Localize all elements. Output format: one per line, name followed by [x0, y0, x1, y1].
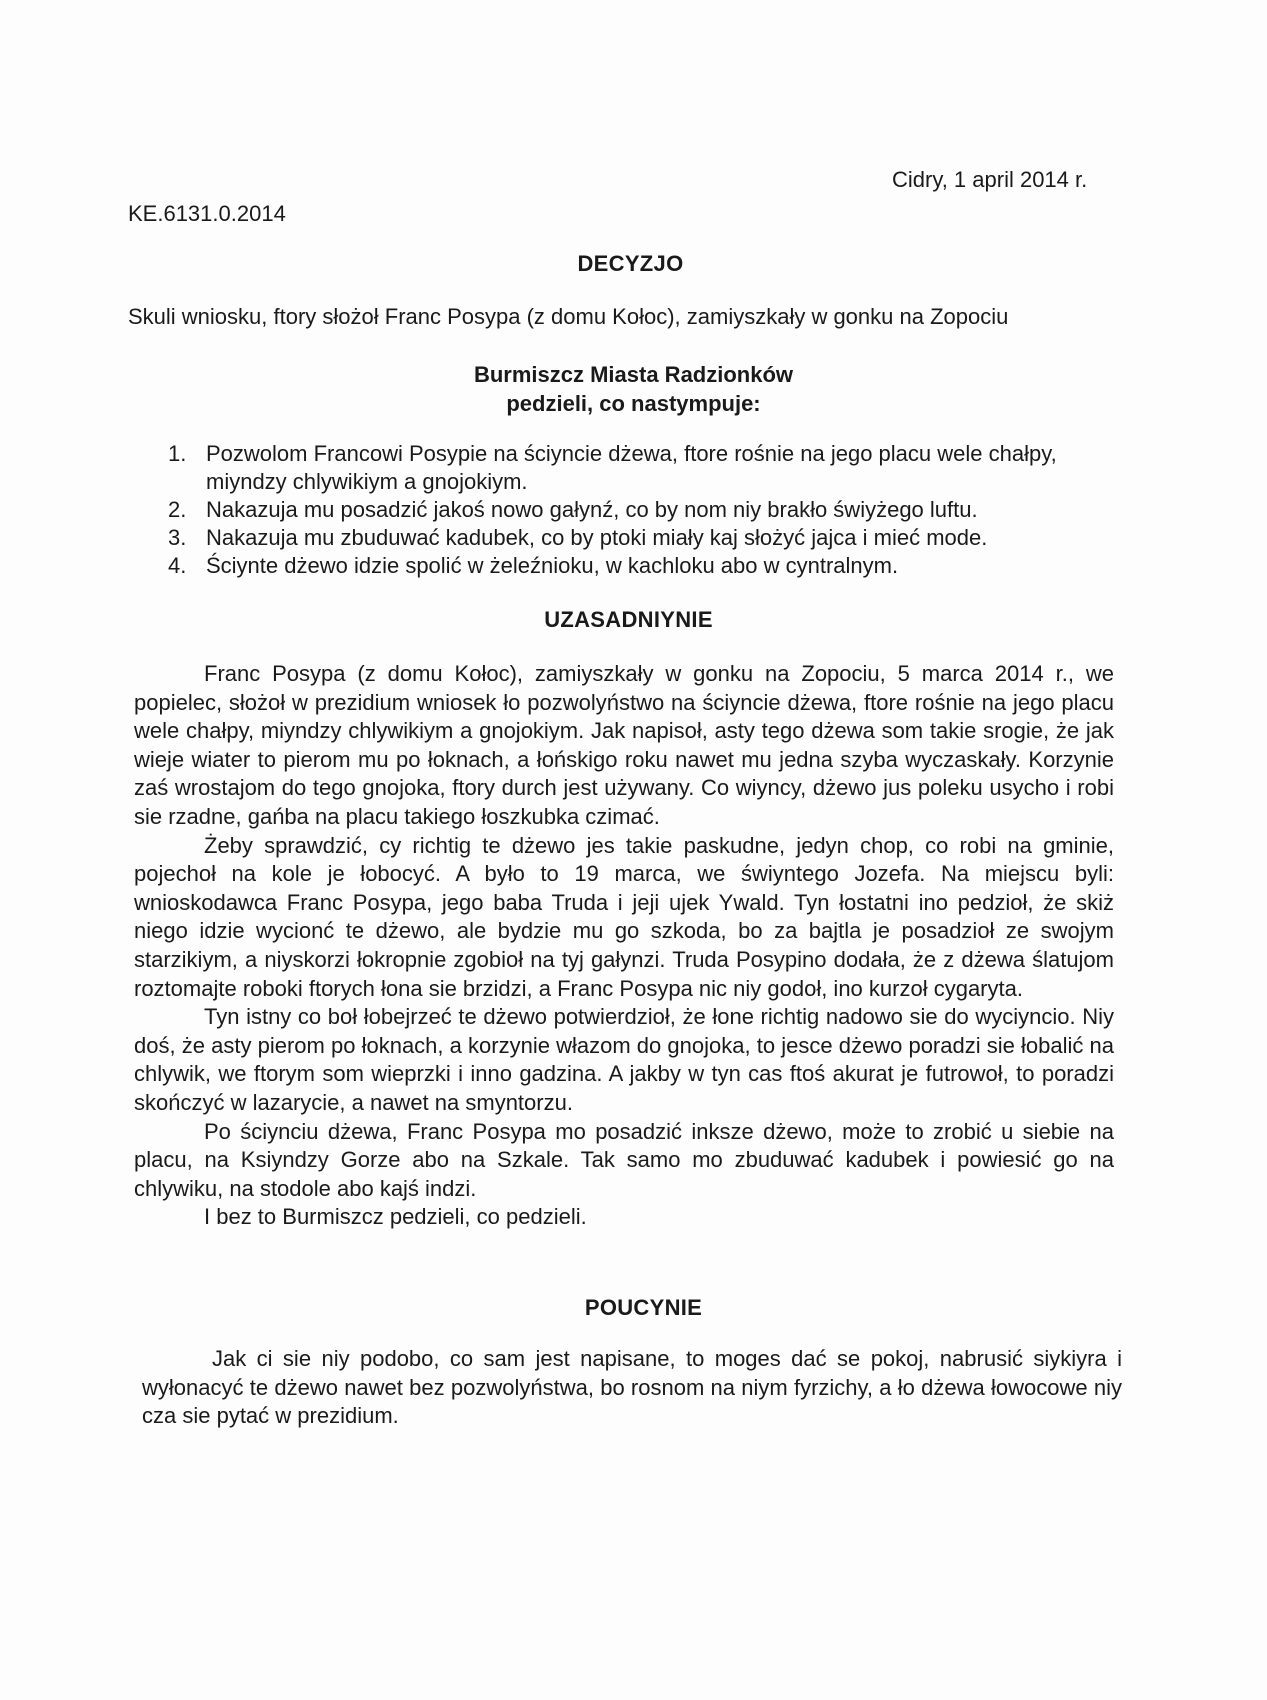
justification-title: UZASADNIYNIE: [544, 607, 713, 632]
list-item-number: 4.: [168, 553, 187, 578]
justification-paragraph: Tyn istny co boł łobejrzeć te dżewo potwierdzioł, że łone richtig nadowo sie do wyciyncio. Niy doś, że asty pierom po łoknach, a korzynie włazom do gnojoka, to jesce dżewo poradzi sie łobalić na chlywik, we ftorym som wieprzki i inno gadzina. A jakby w tyn cas ftoś akurat je futrowoł, to poradzi skończyć w lazarycie, a nawet na smyntorzu.: [134, 1004, 1114, 1115]
list-item: [168, 440, 1108, 496]
list-item-text: Nakazuja mu posadzić jakoś nowo gałynź, co by nom niy brakło świyżego luftu.: [206, 497, 978, 522]
list-item-text: Nakazuja mu zbuduwać kadubek, co by ptoki miały kaj słożyć jajca i mieć mode.: [206, 525, 988, 550]
justification-paragraph: Po ściynciu dżewa, Franc Posypa mo posadzić inksze dżewo, może to zrobić u siebie na placu, na Ksiyndzy Gorze abo na Szkale. Tak samo mo zbuduwać kadubek i powiesić go na chlywiku, na stodole abo kajś indzi.: [134, 1118, 1114, 1201]
reference-number: KE.6131.0.2014: [128, 201, 286, 226]
instruction-paragraph: Jak ci sie niy podobo, co sam jest napisane, to moges dać se pokoj, nabrusić siykiyra i wyłonacyć te dżewo nawet bez pozwolyństwa, bo rosnom na niym fyrzichy, a ło dżewa łowocowe niy cza sie pytać w prezidium.: [142, 1346, 1122, 1429]
issuer-name: Burmiszcz Miasta Radzionków: [473, 362, 794, 387]
instruction-title: POUCYNIE: [584, 1295, 703, 1320]
decision-list: [168, 440, 1108, 580]
justification-body: [134, 660, 1114, 1232]
list-item-text: Pozwolom Francowi Posypie na ściyncie dżewa, ftore rośnie na jego placu wele chałpy, miyndzy chlywikiym a gnojokiym.: [206, 441, 1057, 494]
list-item: [168, 496, 1108, 524]
list-item: [168, 552, 1108, 580]
list-item: [168, 524, 1108, 552]
list-item-number: 1.: [168, 441, 187, 466]
list-item-number: 3.: [168, 525, 187, 550]
justification-paragraph: Żeby sprawdzić, cy richtig te dżewo jes takie paskudne, jedyn chop, co robi na gminie, pojechoł na kole je łobocyć. A było to 19 marca, we świyntego Jozefa. Na miejscu byli: wnioskodawca Franc Posypa, jego baba Truda i jeji ujek Ywald. Tyn łostatni ino pedzioł, że skiż niego idzie wycionć te dżewo, ale bydzie mu go szkoda, bo za bajtla je posadzioł ze swojym starzikiym, a niyskorzi łokropnie zgobioł na tyj gałynzi. Truda Posypino dodała, że z dżewa ślatujom roztomajte roboki ftorych łona sie brzidzi, a Franc Posypa nic niy godoł, ino kurzoł cygaryta.: [134, 832, 1114, 1001]
decision-intro: Skuli wniosku, ftory słożoł Franc Posypa (z domu Kołoc), zamiyszkały w gonku na Zopociu: [128, 304, 1009, 329]
issuer-statement: pedzieli, co nastympuje:: [506, 391, 761, 416]
justification-paragraph: I bez to Burmiszcz pedzieli, co pedzieli.: [204, 1204, 587, 1230]
decision-title: DECYZJO: [577, 251, 684, 276]
issuer-block: [0, 360, 1267, 418]
document-date: Cidry, 1 april 2014 r.: [892, 167, 1088, 192]
list-item-text: Ściynte dżewo idzie spolić w żeleźnioku, w kachloku abo w cyntralnym.: [206, 553, 899, 578]
justification-paragraph: Franc Posypa (z domu Kołoc), zamiyszkały w gonku na Zopociu, 5 marca 2014 r., we popielec, słożoł w prezidium wniosek ło pozwolyństwo na ściyncie dżewa, ftore rośnie na jego placu wele chałpy, miyndzy chlywikiym a gnojokiym. Jak napisoł, asty tego dżewa som takie srogie, że jak wieje wiater to pierom mu po łoknach, a łońskigo roku nawet mu jedna szyba wyczaskały. Korzynie zaś wrostajom do tego gnojoka, ftory durch jest używany. Co wiyncy, dżewo jus poleku usycho i robi sie rzadne, gańba na placu takiego łoszkubka czimać.: [134, 661, 1114, 829]
list-item-number: 2.: [168, 497, 187, 522]
instruction-body: [142, 1345, 1122, 1431]
